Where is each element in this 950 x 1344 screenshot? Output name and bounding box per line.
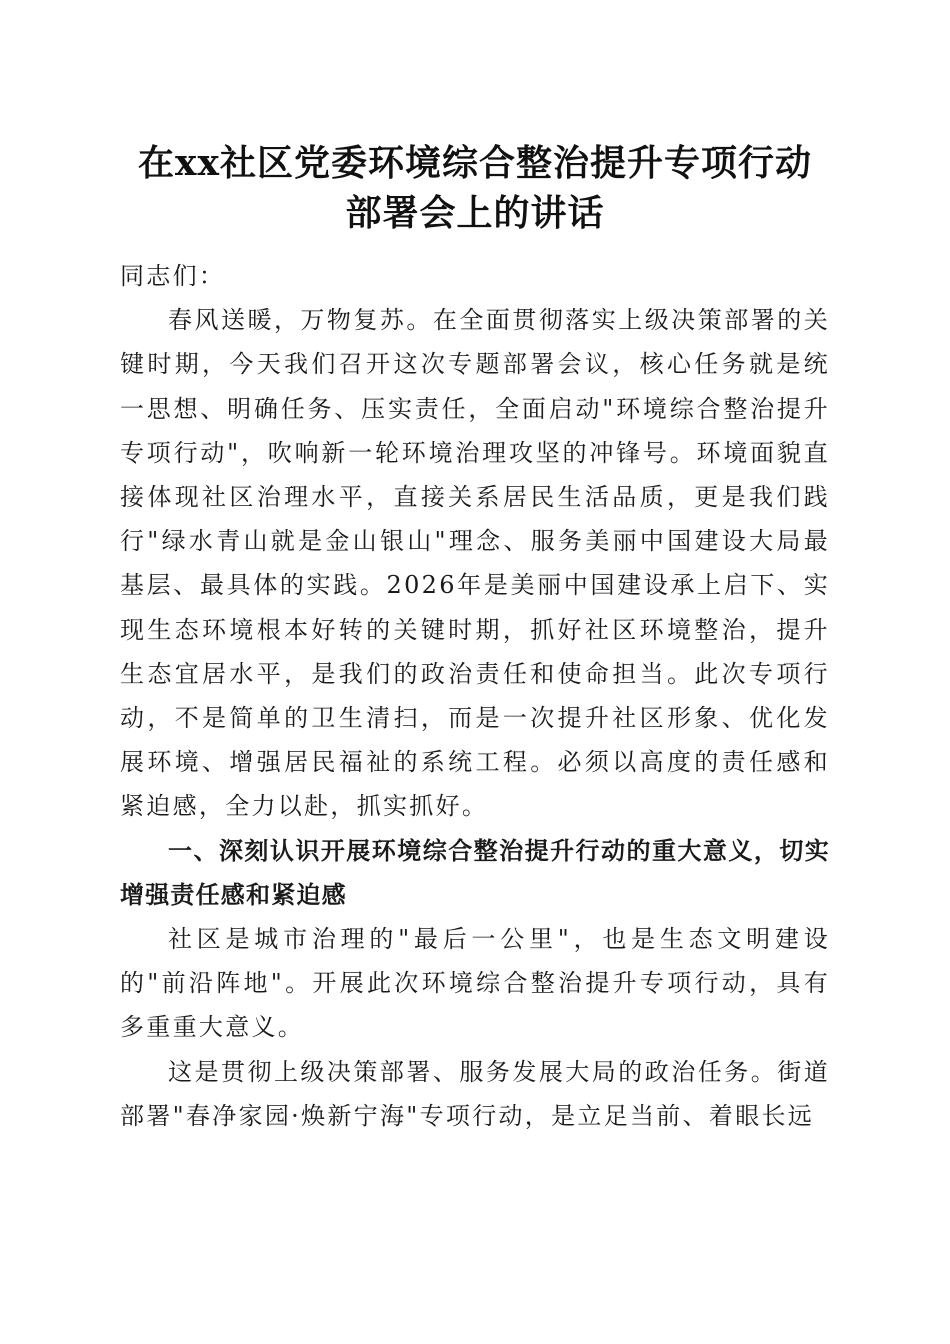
document-title: 在xx社区党委环境综合整治提升专项行动部署会上的讲话 bbox=[138, 142, 812, 234]
section-paragraph: 社区是城市治理的"最后一公里"，也是生态文明建设的"前沿阵地"。开展此次环境综合整治提升专项行动，具有多重重大意义。 bbox=[120, 925, 830, 1042]
document-body bbox=[120, 254, 830, 1138]
salutation: 同志们： bbox=[120, 262, 226, 290]
section-heading: 一、深刻认识开展环境综合整治提升行动的重大意义，切实增强责任感和紧迫感 bbox=[120, 836, 830, 909]
opening-paragraph: 春风送暖，万物复苏。在全面贯彻落实上级决策部署的关键时期，今天我们召开这次专题部署会议，核心任务就是统一思想、明确任务、压实责任，全面启动"环境综合整治提升专项行动"，吹响新一轮环境治理攻坚的冲锋号。环境面貌直接体现社区治理水平，直接关系居民生活品质，更是我们践行"绿水青山就是金山银山"理念、服务美丽中国建设大局最基层、最具体的实践。2026年是美丽中国建设承上启下、实现生态环境根本好转的关键时期，抓好社区环境整治，提升生态宜居水平，是我们的政治责任和使命担当。此次专项行动，不是简单的卫生清扫，而是一次提升社区形象、优化发展环境、增强居民福祉的系统工程。必须以高度的责任感和紧迫感，全力以赴，抓实抓好。 bbox=[120, 306, 830, 821]
section-paragraph: 这是贯彻上级决策部署、服务发展大局的政治任务。街道部署"春净家园·焕新宁海"专项行动，是立足当前、着眼长远 bbox=[120, 1057, 830, 1130]
